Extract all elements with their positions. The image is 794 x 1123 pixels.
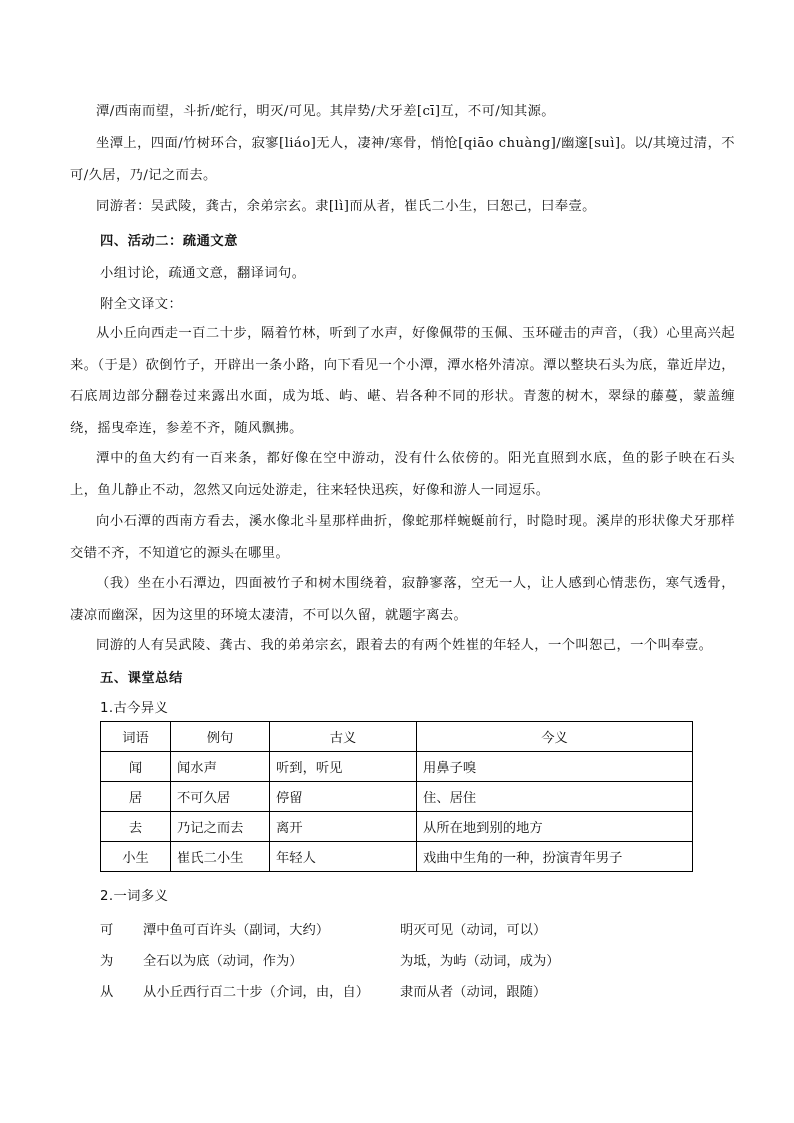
- polysemy-example-b: 为坻，为屿（动词，成为）: [400, 954, 560, 969]
- section-4-heading: 四、活动二：疏通文意: [100, 234, 238, 249]
- section-5-heading: 五、课堂总结: [100, 671, 183, 686]
- table-cell-example: 乃记之而去: [171, 812, 270, 842]
- translation-paragraph-1: 从小丘向西走一百二十步，隔着竹林，听到了水声，好像佩带的玉佩、玉环碰击的声音，（我）心里高兴起来。（于是）砍倒竹子，开辟出一条小路，向下看见一个小潭，潭水格外清凉。潭以整块石头为底，靠近岸边，石底周边部分翻卷过来露出水面，成为坻、屿、嵁、岩各种不同的形状。青葱的树木，翠绿的藤蔓，蒙盖缠绕，摇曳牵连，参差不齐，随风飘拂。: [70, 326, 735, 436]
- table-cell-word: 小生: [101, 842, 171, 872]
- table-cell-ancient: 年轻人: [270, 842, 417, 872]
- section-4-instruction: 小组讨论，疏通文意，翻译词句。: [100, 266, 306, 281]
- table-cell-modern: 戏曲中生角的一种，扮演青年男子: [417, 842, 693, 872]
- table-row: [101, 842, 693, 872]
- polysemy-example-a: 从小丘西行百二十步（介词，由，自）: [143, 985, 370, 1000]
- original-text-paragraph-3: 同游者：吴武陵，龚古，余弟宗玄。隶[lì]而从者，崔氏二小生，曰恕己，曰奉壹。: [96, 199, 596, 214]
- table-cell-word: 居: [101, 782, 171, 812]
- table-cell-modern: 从所在地到别的地方: [417, 812, 693, 842]
- polysemy-example-a: 全石以为底（动词，作为）: [143, 954, 303, 969]
- translation-paragraph-3: 向小石潭的西南方看去，溪水像北斗星那样曲折，像蛇那样蜿蜒前行，时隐时现。溪岸的形状像犬牙那样交错不齐，不知道它的源头在哪里。: [70, 514, 735, 561]
- subheading-ancient-modern-meaning: 1.古今异义: [100, 701, 169, 716]
- translation-paragraph-2: 潭中的鱼大约有一百来条，都好像在空中游动，没有什么依傍的。阳光直照到水底，鱼的影子映在石头上，鱼儿静止不动，忽然又向远处游走，往来轻快迅疾，好像和游人一同逗乐。: [70, 451, 735, 498]
- subheading-polysemy: 2.一词多义: [100, 889, 169, 904]
- table-row: [101, 752, 693, 782]
- polysemy-row: [100, 919, 700, 949]
- table-cell-example: 崔氏二小生: [171, 842, 270, 872]
- table-header-cell: 今义: [417, 722, 693, 752]
- polysemy-word: 为: [100, 954, 114, 969]
- table-cell-word: 闻: [101, 752, 171, 782]
- polysemy-word: 从: [100, 985, 114, 1000]
- table-header-row: [101, 722, 693, 752]
- table-cell-modern: 用鼻子嗅: [417, 752, 693, 782]
- translation-paragraph-5: 同游的人有吴武陵、龚古、我的弟弟宗玄，跟着去的有两个姓崔的年轻人，一个叫恕己，一个叫奉壹。: [96, 638, 713, 653]
- polysemy-word: 可: [100, 923, 114, 938]
- polysemy-example-a: 潭中鱼可百许头（副词，大约）: [143, 923, 330, 938]
- original-text-paragraph-1: 潭/西南而望，斗折/蛇行，明灭/可见。其岸势/犬牙差[cī]互，不可/知其源。: [96, 104, 555, 119]
- translation-paragraph-4: （我）坐在小石潭边，四面被竹子和树木围绕着，寂静寥落，空无一人，让人感到心情悲伤，寒气透骨，凄凉而幽深，因为这里的环境太凄清，不可以久留，就题字离去。: [70, 576, 735, 623]
- polysemy-row: [100, 950, 700, 980]
- table-cell-ancient: 离开: [270, 812, 417, 842]
- table-row: [101, 812, 693, 842]
- table-cell-ancient: 停留: [270, 782, 417, 812]
- table-header-cell: 词语: [101, 722, 171, 752]
- table-cell-modern: 住、居住: [417, 782, 693, 812]
- table-cell-ancient: 听到，听见: [270, 752, 417, 782]
- polysemy-example-b: 隶而从者（动词，跟随）: [400, 985, 547, 1000]
- table-cell-example: 不可久居: [171, 782, 270, 812]
- table-header-cell: 例句: [171, 722, 270, 752]
- table-cell-word: 去: [101, 812, 171, 842]
- polysemy-example-b: 明灭可见（动词，可以）: [400, 923, 547, 938]
- table-row: [101, 782, 693, 812]
- ancient-modern-meaning-table: [100, 721, 693, 872]
- table-cell-example: 闻水声: [171, 752, 270, 782]
- polysemy-row: [100, 981, 700, 1011]
- original-text-paragraph-2: 坐潭上，四面/竹树环合，寂寥[liáo]无人，凄神/寒骨，悄怆[qiāo chuàng]/幽邃[suì]。以/其境过清，不可/久居，乃/记之而去。: [70, 136, 735, 183]
- translation-label: 附全文译文：: [100, 297, 183, 312]
- table-header-cell: 古义: [270, 722, 417, 752]
